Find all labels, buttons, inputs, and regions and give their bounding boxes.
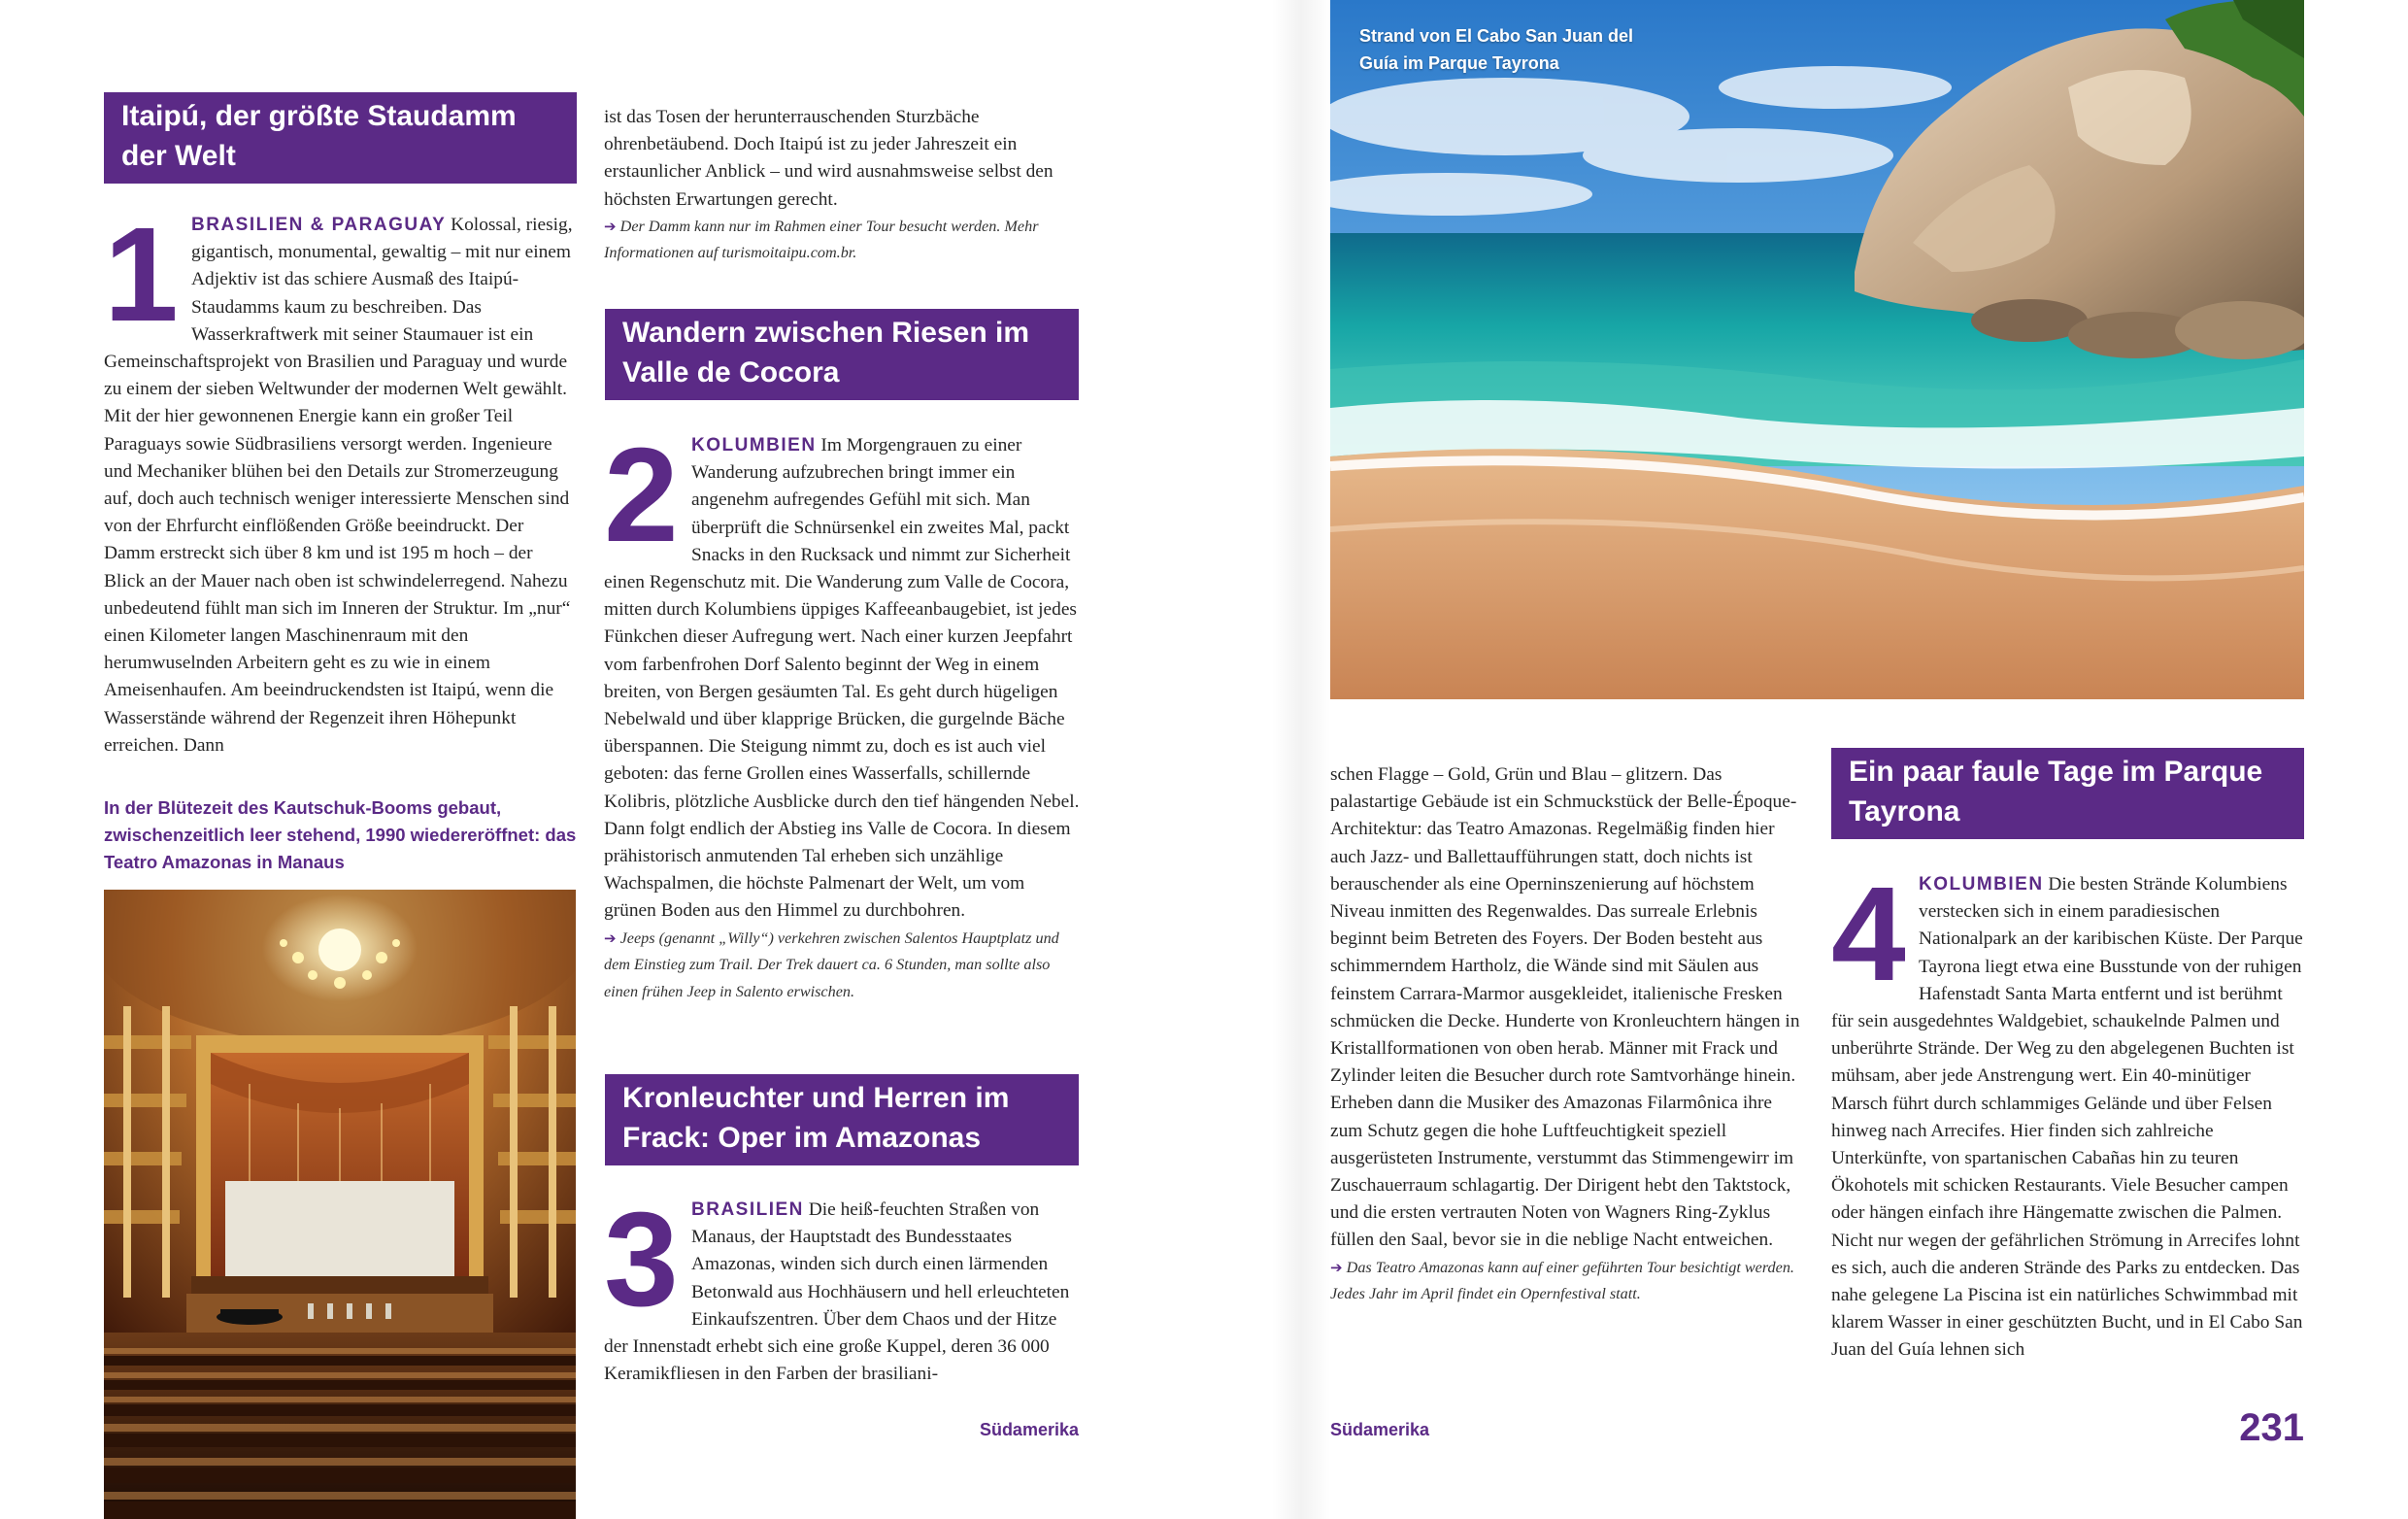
right-page bbox=[1204, 0, 2408, 1519]
section-4-text: Die besten Strände Kolumbiens verstecken sich in einem paradiesischen Nationalpark an der karibischen Küste. Der Parque Tayrona liegt etwa eine Busstunde von der ruhigen Hafenstadt Santa Marta entfernt und ist berühmt für sein ausgedehntes Waldgebiet, schaukelnde Palmen und unberührte Strände. Der Weg zu den abgelegenen Buchten ist mühsam, aber jede Anstrengung wert. Ein 40-minütiger Marsch führt durch schlammiges Gelände und über Felsen hinweg nach Arrecifes. Hier finden sich zahlreiche Unterkünfte, von spartanischen Cabañas hin zu teuren Ökohotels mit schicken Restaurants. Viele Besucher campen oder hängen einfach ihre Hängematte zwischen die Palmen. Nicht nur wegen der gefährlichen Strömung in Arrecifes lohnt es sich, auch die anderen Strände des Parks zu entdecken. Das nahe gelegene La Piscina ist ein natürliches Schwimmbad mit klarem Wasser in einer geschützten Bucht, und in El Cabo San Juan del Guía lehnen sich bbox=[1831, 874, 2303, 1361]
section-1-note bbox=[604, 214, 1080, 267]
section-1-continuation bbox=[604, 104, 1080, 267]
section-3-title-text: Kronleuchter und Herren im Frack: Oper im Amazonas bbox=[622, 1082, 1010, 1154]
section-3-continuation-text: schen Flagge – Gold, Grün und Blau – glitzern. Das palastartige Gebäude ist ein Schmuckstück der Belle-Époque-Architektur: das Teatro Amazonas. Regelmäßig finden hier auch Jazz- und Ballettaufführungen statt, doch nichts ist berauschender als eine Operninszenierung auf höchstem Niveau inmitten des Regenwaldes. Das surreale Erlebnis beginnt beim Betreten des Foyers. Der Boden besteht aus schimmerndem Hartholz, die Wände sind mit Säulen aus feinstem Carrara-Marmor ausgekleidet, italienische Fresken schmücken die Decke. Hunderte von Kronleuchtern hängen in Kristallformationen von oben herab. Männer mit Frack und Zylinder leiten die Besucher durch rote Samtvorhänge hinein. Erheben dann die Musiker des Amazonas Filarmônica ihre zum Schutz gegen die hohe Luftfeuchtigkeit speziell ausgerüsteten Instrumente, verstummt das Stimmengewirr im Zuschauerraum schlagartig. Der Dirigent hebt den Taktstock, und die ersten vertrauten Noten von Wagners Ring-Zyklus füllen den Saal, bevor sie in die neblige Nacht entweichen. bbox=[1330, 764, 1800, 1251]
section-1-note-text: Der Damm kann nur im Rahmen einer Tour besucht werden. Mehr Informationen auf turismoitaipu.com.br. bbox=[604, 217, 1039, 262]
section-1-title bbox=[104, 92, 577, 184]
beach-illustration bbox=[1330, 0, 2304, 699]
section-3-kicker: BRASILIEN bbox=[691, 1199, 804, 1220]
arrow-right-icon: ➔ bbox=[604, 217, 617, 235]
section-3-body bbox=[604, 1185, 1080, 1388]
page-number: 231 bbox=[2239, 1406, 2304, 1449]
section-3-continuation bbox=[1330, 761, 1808, 1308]
section-3-note bbox=[1330, 1255, 1808, 1308]
section-1-title-text: Itaipú, der größte Staudamm der Welt bbox=[121, 100, 517, 172]
section-1-continuation-text: ist das Tosen der herunterrauschenden Sturzbäche ohrenbetäubend. Doch Itaipú ist zu jeder Jahreszeit ein erstaunlicher Anblick – und wird ausnahmsweise selbst den höchsten Erwartungen gerecht. bbox=[604, 107, 1054, 210]
section-3-text: Die heiß-feuchten Straßen von Manaus, der Hauptstadt des Bundesstaates Amazonas, winden sich durch einen lärmenden Betonwald aus Hochhäusern und hell erleuchteten Einkaufszentren. Über dem Chaos und der Hitze der Innenstadt erhebt sich eine große Kuppel, deren 36 000 Keramikfliesen in den Farben der brasiliani- bbox=[604, 1199, 1070, 1385]
section-4-title-text: Ein paar faule Tage im Parque Tayrona bbox=[1849, 756, 2263, 827]
theatre-photo-caption: In der Blütezeit des Kautschuk-Booms gebaut, zwischenzeitlich leer stehend, 1990 wiedereröffnet: das Teatro Amazonas in Manaus bbox=[104, 797, 577, 872]
section-2-text: Im Morgengrauen zu einer Wanderung aufzubrechen bringt immer ein angenehm aufregendes Gefühl mit sich. Man überprüft die Schnürsenkel ein zweites Mal, packt Snacks in den Rucksack und nimmt zur Sicherheit einen Regenschutz mit. Die Wanderung zum Valle de Cocora, mitten durch Kolumbiens üppiges Kaffeeanbaugebiet, ist jedes Fünkchen dieser Aufregung wert. Nach einer kurzen Jeepfahrt vom farbenfrohen Dorf Salento beginnt der Weg in einem breiten, von Bergen gesäumten Tal. Es geht durch hügeligen Nebelwald und über klapprige Brücken, die gurgelnde Bäche überspannen. Die Steigung nimmt zu, doch es ist auch viel geboten: das ferne Grollen eines Wasserfalls, schillernde Kolibris, plötzliche Ausblicke durch den tief hängenden Nebel. Dann folgt endlich der Abstieg ins Valle de Cocora. In diesem prähistorisch anmutenden Tal erheben sich unzählige Wachspalmen, die höchste Palmenart der Welt, um vom grünen Boden aus den Himmel zu durchbohren. bbox=[604, 435, 1080, 922]
left-page-footer: Südamerika bbox=[979, 1420, 1079, 1439]
right-page-footer: Südamerika bbox=[1330, 1420, 1430, 1439]
section-1-kicker: BRASILIEN & PARAGUAY bbox=[191, 215, 447, 235]
section-4-kicker: KOLUMBIEN bbox=[1919, 874, 2044, 895]
teatro-amazonas-illustration bbox=[104, 890, 576, 1519]
section-3-number: 3 bbox=[604, 1185, 679, 1334]
section-1-number: 1 bbox=[104, 200, 179, 350]
parque-tayrona-photo bbox=[1330, 0, 2304, 699]
section-4-body bbox=[1831, 860, 2304, 1365]
section-2-title-text: Wandern zwischen Riesen im Valle de Cocora bbox=[622, 317, 1029, 388]
section-2-note-text: Jeeps (genannt „Willy“) verkehren zwischen Salentos Hauptplatz und dem Einstieg zum Trail. Der Trek dauert ca. 6 Stunden, man sollte also einen frühen Jeep in Salento erwischen. bbox=[604, 928, 1059, 1000]
section-1-body bbox=[104, 200, 577, 760]
section-3-title bbox=[605, 1074, 1079, 1165]
section-2-body bbox=[604, 421, 1080, 1005]
section-2-kicker: KOLUMBIEN bbox=[691, 435, 817, 456]
beach-photo-caption: Strand von El Cabo San Juan del Guía im Parque Tayrona bbox=[1359, 26, 1634, 73]
section-3-note-text: Das Teatro Amazonas kann auf einer geführten Tour besichtigt werden. Jedes Jahr im April findet ein Opernfestival statt. bbox=[1330, 1258, 1794, 1303]
section-1-text: Kolossal, riesig, gigantisch, monumental, gewaltig – mit nur einem Adjektiv ist das schiere Ausmaß des Itaipú-Staudamms kaum zu beschreiben. Das Wasserkraftwerk mit seiner Staumauer ist ein Gemeinschaftsprojekt von Brasilien und Paraguay und wurde zu einem der sieben Weltwunder der modernen Welt gewählt. Mit der hier gewonnenen Energie kann ein großer Teil Paraguays sowie Südbrasiliens versorgt werden. Ingenieure und Mechaniker blühen bei den Details zur Stromerzeugung auf, doch auch technisch weniger interessierte Menschen sind von der Ehrfurcht einflößenden Größe beeindruckt. Der Damm erstreckt sich über 8 km und ist 195 m hoch – der Blick an der Mauer nach oben ist schwindelerregend. Nahezu unbedeutend fühlt man sich im Inneren der Struktur. Im „nur“ einen Kilometer langen Maschinenraum mit den herumwuselnden Arbeitern geht es zu wie in einem Ameisenhaufen. Am beeindruckendsten ist Itaipú, wenn die Wasserstände während der Regenzeit ihren Höhepunkt erreichen. Dann bbox=[104, 215, 573, 756]
section-2-note bbox=[604, 926, 1080, 1006]
arrow-right-icon: ➔ bbox=[1330, 1258, 1343, 1276]
section-4-title bbox=[1831, 748, 2304, 839]
teatro-amazonas-photo bbox=[104, 890, 576, 1519]
section-2-title bbox=[605, 309, 1079, 400]
section-2-number: 2 bbox=[604, 421, 679, 570]
section-4-number: 4 bbox=[1831, 860, 1906, 1009]
arrow-right-icon: ➔ bbox=[604, 928, 617, 947]
